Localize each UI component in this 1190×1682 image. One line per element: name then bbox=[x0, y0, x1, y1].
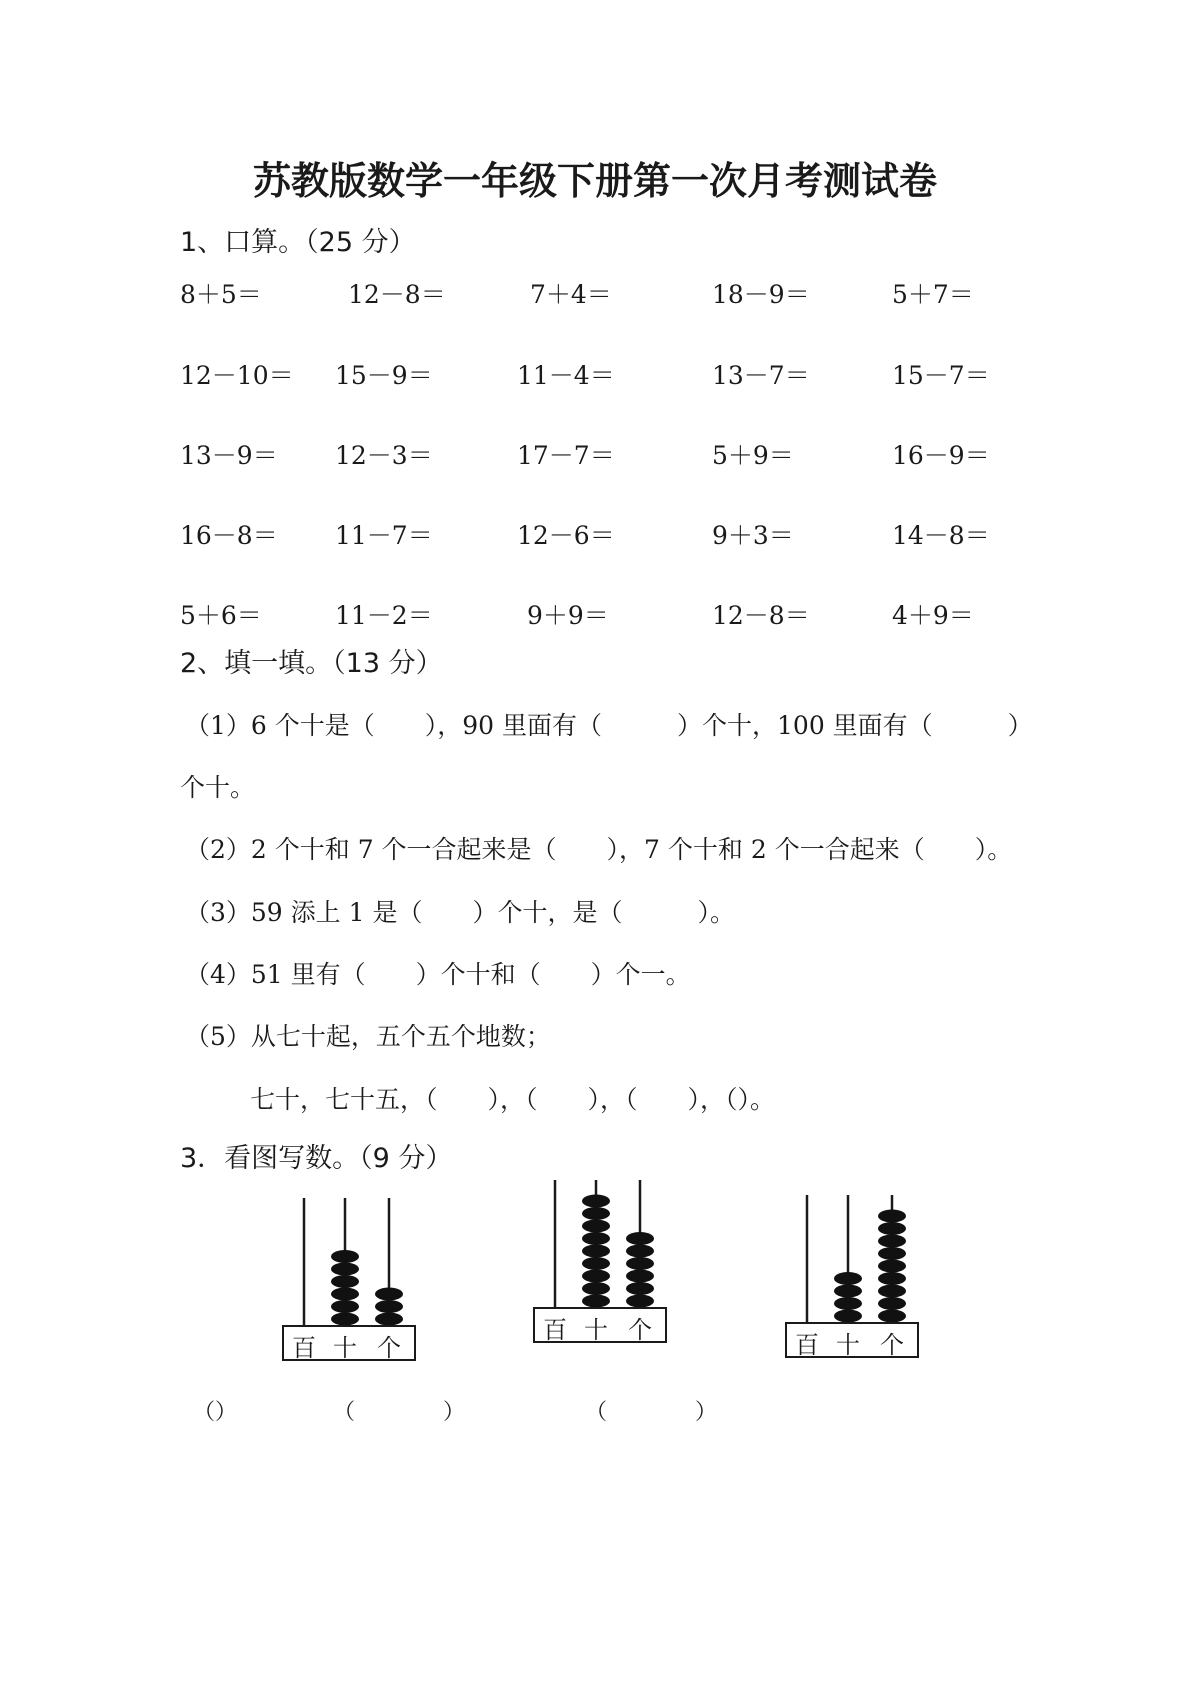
calc-item: 9＋3＝ bbox=[712, 521, 794, 550]
abacus-bead bbox=[582, 1270, 610, 1283]
calc-item: 16－9＝ bbox=[892, 441, 990, 470]
abacus-place-label: 个 bbox=[880, 1331, 904, 1359]
answer-blank-2: （ ） bbox=[333, 1400, 466, 1425]
calc-item: 16－8＝ bbox=[180, 521, 278, 550]
fill-q1-line2: 个十。 bbox=[180, 773, 256, 802]
abacus-bead bbox=[582, 1195, 610, 1208]
calc-item: 11－7＝ bbox=[335, 521, 433, 550]
abacus-place-label: 个 bbox=[377, 1334, 401, 1362]
abacus-place-label: 百 bbox=[292, 1334, 316, 1362]
calc-item: 12－10＝ bbox=[180, 361, 294, 390]
fill-q2: （2）2 个十和 7 个一合起来是（ ），7 个十和 2 个一合起来（ ）。 bbox=[185, 835, 1013, 864]
abacus-bead bbox=[878, 1222, 906, 1235]
fill-q1-line1: （1）6 个十是（ ），90 里面有（ ）个十，100 里面有（ ） bbox=[185, 711, 1033, 740]
abacus-place-label: 十 bbox=[584, 1316, 608, 1344]
abacus-bead bbox=[582, 1295, 610, 1308]
fill-q5: （5）从七十起，五个五个地数； bbox=[185, 1022, 551, 1051]
answer-blank-1: （） bbox=[193, 1400, 238, 1425]
abacus-bead bbox=[626, 1282, 654, 1295]
calc-item: 4＋9＝ bbox=[892, 601, 974, 630]
abacus-bead bbox=[331, 1275, 359, 1288]
abacus-bead bbox=[331, 1313, 359, 1326]
abacus-bead bbox=[582, 1207, 610, 1220]
calc-item: 15－9＝ bbox=[335, 361, 433, 390]
abacus-bead bbox=[626, 1257, 654, 1270]
calc-item: 7＋4＝ bbox=[530, 280, 612, 309]
fill-q5-sequence: 七十，七十五，（ ），（ ），（ ），（）。 bbox=[250, 1085, 776, 1114]
abacus-bead bbox=[582, 1282, 610, 1295]
abacus-bead bbox=[582, 1232, 610, 1245]
abacus-bead bbox=[375, 1288, 403, 1301]
abacus-place-label: 十 bbox=[836, 1331, 860, 1359]
abacus-bead bbox=[375, 1300, 403, 1313]
calc-item: 5＋7＝ bbox=[892, 280, 974, 309]
fill-q3: （3）59 添上 1 是（ ）个十，是（ ）。 bbox=[185, 898, 735, 927]
fill-q4: （4）51 里有（ ）个十和（ ）个一。 bbox=[185, 960, 691, 989]
calc-item: 11－4＝ bbox=[517, 361, 615, 390]
abacus-bead bbox=[582, 1220, 610, 1233]
abacus-bead bbox=[375, 1313, 403, 1326]
calc-item: 14－8＝ bbox=[892, 521, 990, 550]
calc-item: 11－2＝ bbox=[335, 601, 433, 630]
section2-heading: 2、填一填。（13 分） bbox=[180, 648, 443, 679]
abacus-place-label: 个 bbox=[628, 1316, 652, 1344]
abacus-bead bbox=[834, 1310, 862, 1323]
calc-item: 12－3＝ bbox=[335, 441, 433, 470]
calc-item: 8＋5＝ bbox=[180, 280, 262, 309]
abacus-bead bbox=[331, 1250, 359, 1263]
section3-heading: 3．看图写数。（9 分） bbox=[180, 1143, 453, 1174]
abacus-bead bbox=[582, 1245, 610, 1258]
abacus-bead bbox=[878, 1272, 906, 1285]
abacus-bead bbox=[331, 1288, 359, 1301]
calc-item: 5＋9＝ bbox=[712, 441, 794, 470]
section1-heading: 1、口算。（25 分） bbox=[180, 227, 416, 258]
abacus-bead bbox=[834, 1272, 862, 1285]
page-title: 苏教版数学一年级下册第一次月考测试卷 bbox=[252, 159, 937, 203]
abacus-bead bbox=[582, 1257, 610, 1270]
abacus-bead bbox=[878, 1310, 906, 1323]
calc-item: 12－8＝ bbox=[712, 601, 810, 630]
abacus-place-label: 百 bbox=[795, 1331, 819, 1359]
abacus-bead bbox=[834, 1285, 862, 1298]
abacus-bead bbox=[834, 1297, 862, 1310]
calc-item: 18－9＝ bbox=[712, 280, 810, 309]
calc-item: 12－6＝ bbox=[517, 521, 615, 550]
abacus-bead bbox=[878, 1260, 906, 1273]
calc-item: 9＋9＝ bbox=[527, 601, 609, 630]
abacus-bead bbox=[878, 1247, 906, 1260]
calc-item: 13－9＝ bbox=[180, 441, 278, 470]
abacus-bead bbox=[331, 1300, 359, 1313]
calc-item: 5＋6＝ bbox=[180, 601, 262, 630]
abacus-bead bbox=[626, 1270, 654, 1283]
calc-item: 12－8＝ bbox=[348, 280, 446, 309]
abacus-bead bbox=[878, 1297, 906, 1310]
abacus-bead bbox=[878, 1235, 906, 1248]
abacus-bead bbox=[878, 1285, 906, 1298]
abacus-bead bbox=[626, 1245, 654, 1258]
answer-blank-3: （ ） bbox=[585, 1400, 718, 1425]
abacus-bead bbox=[331, 1263, 359, 1276]
abacus-bead bbox=[626, 1295, 654, 1308]
abacus-place-label: 百 bbox=[543, 1316, 567, 1344]
calc-item: 15－7＝ bbox=[892, 361, 990, 390]
abacus-bead bbox=[626, 1232, 654, 1245]
abacus-place-label: 十 bbox=[333, 1334, 357, 1362]
calc-item: 13－7＝ bbox=[712, 361, 810, 390]
abacus-bead bbox=[878, 1210, 906, 1223]
calc-item: 17－7＝ bbox=[517, 441, 615, 470]
